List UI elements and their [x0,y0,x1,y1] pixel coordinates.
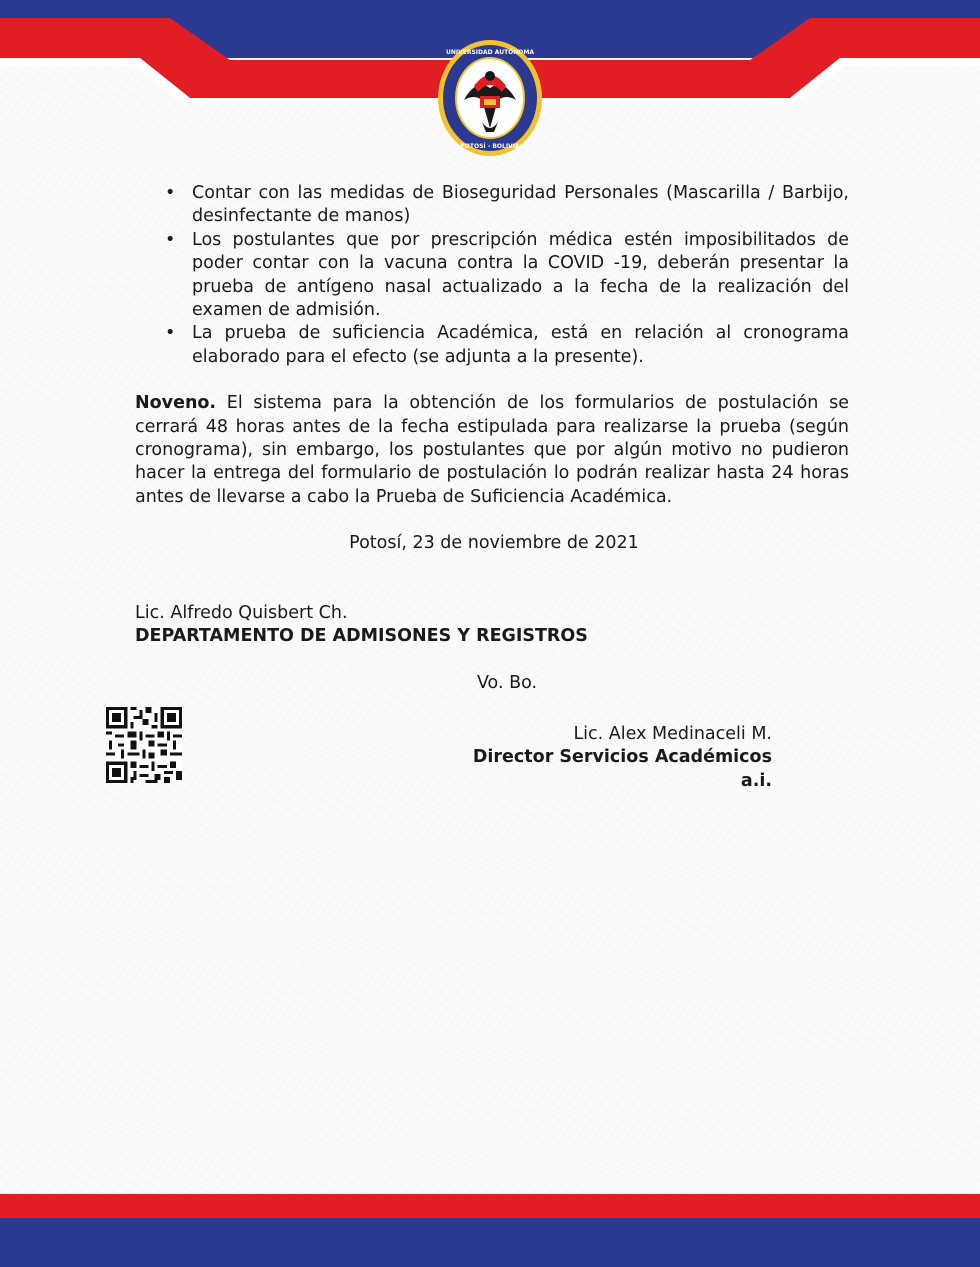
svg-text:POTOSÍ - BOLIVIA: POTOSÍ - BOLIVIA [460,143,520,150]
qr-code-icon [106,707,182,783]
footer-red-stripe [0,1194,980,1218]
first-signatory-title: DEPARTAMENTO DE ADMISONES Y REGISTROS [135,626,588,647]
list-item-text: Los postulantes que por prescripción médica estén imposibilitados de poder contar con la vacuna contra la COVID -19, deberán presentar la prueba de antígeno nasal actualizado a la fecha de la realización del examen de admisión. [192,229,849,321]
clause-lead: Noveno. [135,393,217,414]
second-signatory-name: Lic. Alex Medinaceli M. [573,724,772,744]
second-signatory-title: Director Servicios Académicos a.i. [472,747,772,791]
second-signature-block [460,723,772,793]
footer-blue-stripe [0,1218,980,1267]
first-signatory-name: Lic. Alfredo Quisbert Ch. [135,602,348,623]
list-item [135,182,849,229]
list-item-text: Contar con las medidas de Bioseguridad Personales (Mascarilla / Barbijo, desinfectante de manos) [192,183,849,227]
list-item [135,322,849,369]
clause-text: El sistema para la obtención de los formularios de postulación se cerrará 48 horas antes de la fecha estipulada para realizarse la prueba (según cronograma), sin embargo, los postulantes que por algún motivo no pudieron hacer la entrega del formulario de postulación lo podrán realizar hasta 24 horas antes de llevarse a cabo la Prueba de Suficiencia Académica. [135,393,849,507]
requirements-list [135,182,849,369]
bullet-icon: • [165,323,176,344]
bullet-icon: • [165,183,176,203]
first-signature-block [135,602,849,649]
university-seal-logo [436,38,544,158]
list-item-text: La prueba de suficiencia Académica, está en relación al cronograma elaborado para el efecto (se adjunta a la presente). [192,323,849,367]
bullet-icon: • [165,229,176,250]
list-item [135,229,849,323]
footer-band [0,1190,980,1267]
ninth-clause-paragraph [135,392,849,509]
document-body [135,182,849,695]
svg-text:UNIVERSIDAD AUTÓNOMA: UNIVERSIDAD AUTÓNOMA [446,49,534,56]
vobo-label: Vo. Bo. [476,672,538,693]
document-date: Potosí, 23 de noviembre de 2021 [349,533,639,554]
